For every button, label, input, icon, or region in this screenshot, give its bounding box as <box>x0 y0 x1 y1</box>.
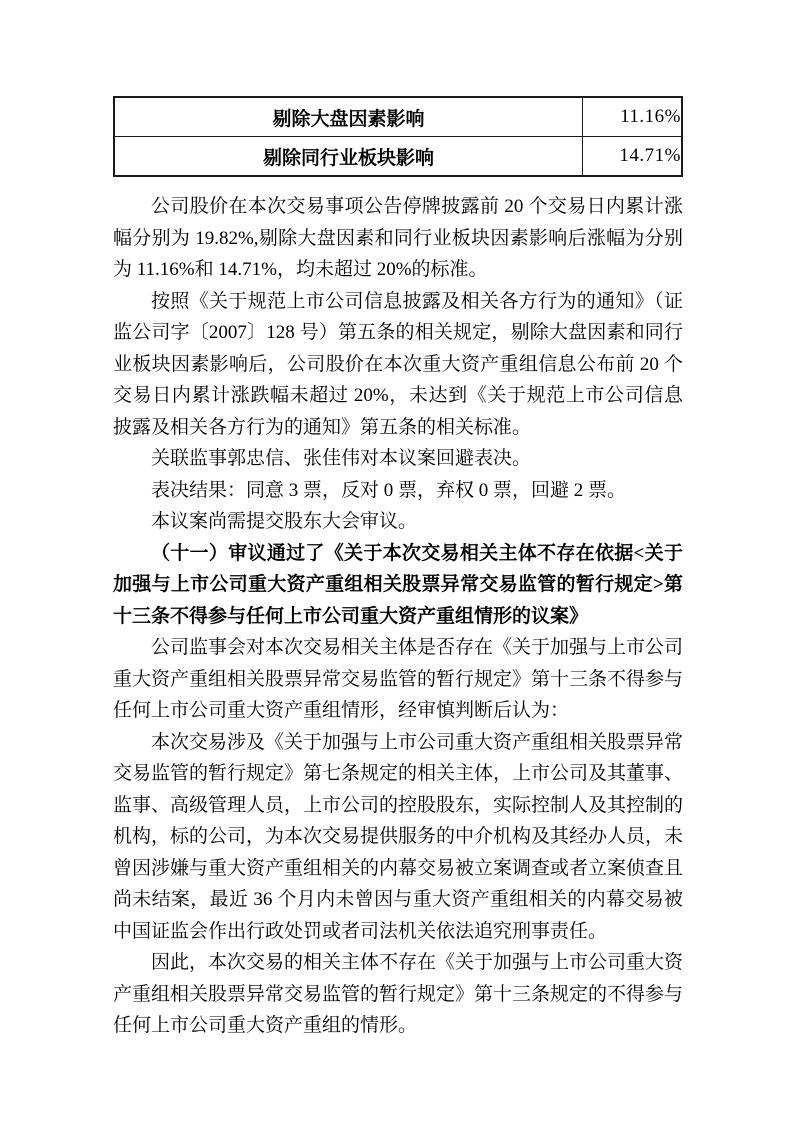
section-heading: （十一）审议通过了《关于本次交易相关主体不存在依据<关于加强与上市公司重大资产重组相关股票异常交易监管的暂行规定>第十三条不得参与任何上市公司重大资产重组情形的议案》 <box>113 542 683 627</box>
impact-row-label: 剔除同行业板块影响 <box>114 137 582 177</box>
paragraph: 按照《关于规范上市公司信息披露及相关各方行为的通知》（证监公司字〔2007〕128 号）第五条的相关规定，剔除大盘因素和同行业板块因素影响后，公司股价在本次重大资产重组信息公布前 20 个交易日内累计涨跌幅未超过 20%，未达到《关于规范上市公司信息披露及相关各方行为的通知》第五条的相关标准。 <box>113 290 683 438</box>
paragraph: 关联监事郭忠信、张佳伟对本议案回避表决。 <box>151 448 532 469</box>
paragraph: 因此，本次交易的相关主体不存在《关于加强与上市公司重大资产重组相关股票异常交易监管的暂行规定》第十三条规定的不得参与任何上市公司重大资产重组的情形。 <box>113 952 684 1036</box>
paragraph: 表决结果：同意 3 票，反对 0 票，弃权 0 票，回避 2 票。 <box>151 479 627 501</box>
page-content <box>113 96 683 1042</box>
paragraph: 本次交易涉及《关于加强与上市公司重大资产重组相关股票异常交易监管的暂行规定》第七条规定的相关主体，上市公司及其董事、监事、高级管理人员，上市公司的控股股东，实际控制人及其控制的机构，标的公司，为本次交易提供服务的中介机构及其经办人员，未曾因涉嫌与重大资产重组相关的内幕交易被立案调查或者立案侦查且尚未结案，最近 36 个月内未曾因与重大资产重组相关的内幕交易被中国证监会作出行政处罚或者司法机关依法追究刑事责任。 <box>113 731 684 942</box>
paragraph: 公司股价在本次交易事项公告停牌披露前 20 个交易日内累计涨幅分别为 19.82%,剔除大盘因素和同行业板块因素影响后涨幅为分别为 11.16%和 14.71%，均未超过 20%的标准。 <box>113 196 683 280</box>
table-row <box>114 137 682 177</box>
impact-row-value: 14.71% <box>582 137 682 177</box>
price-impact-table <box>113 96 683 177</box>
paragraph: 本议案尚需提交股东大会审议。 <box>151 511 418 532</box>
body-text <box>113 191 683 1042</box>
table-row <box>114 97 682 137</box>
paragraph: 公司监事会对本次交易相关主体是否存在《关于加强与上市公司重大资产重组相关股票异常交易监管的暂行规定》第十三条不得参与任何上市公司重大资产重组情形，经审慎判断后认为： <box>113 637 684 721</box>
impact-row-label: 剔除大盘因素影响 <box>114 97 582 137</box>
impact-row-value: 11.16% <box>582 97 682 137</box>
